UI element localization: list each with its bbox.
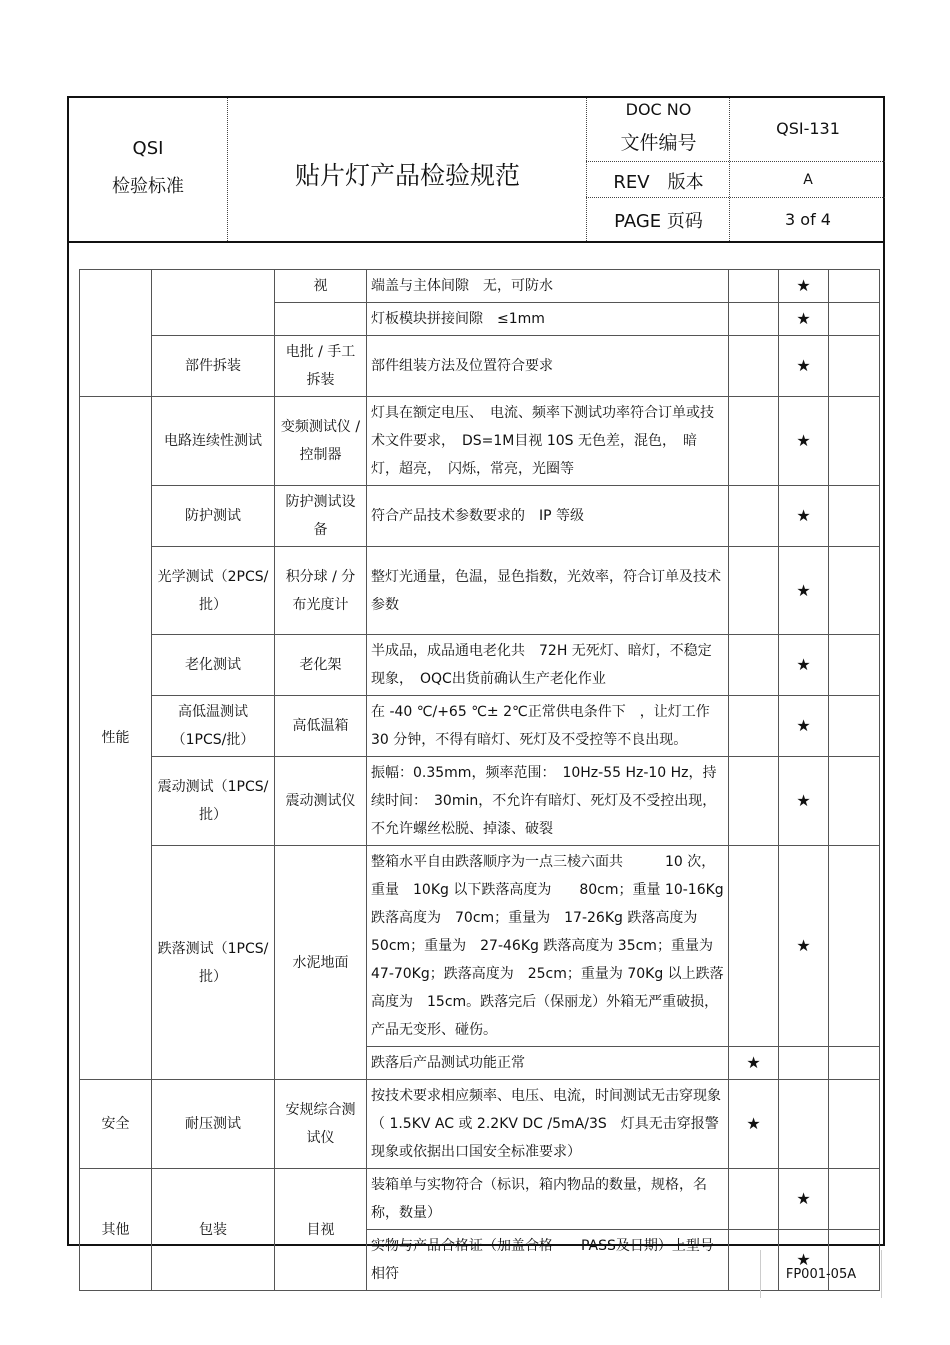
mark-cell: [729, 397, 779, 486]
item-cell: 防护测试: [152, 486, 275, 547]
rev-label: REV 版本: [613, 172, 704, 193]
mark-cell: [829, 1080, 880, 1169]
mark-cell: [729, 635, 779, 696]
mark-cell: [829, 336, 880, 397]
mark-cell: [779, 1047, 829, 1080]
mark-cell: [829, 397, 880, 486]
mark-cell: [729, 757, 779, 846]
org-label: 检验标准: [112, 176, 184, 197]
form-number: FP001-05A: [760, 1250, 882, 1298]
table-row: [80, 757, 880, 846]
tool-cell: 视: [275, 270, 367, 303]
table-row: [80, 1169, 880, 1230]
star-mark: ★: [779, 397, 829, 486]
item-cell: 电路连续性测试: [152, 397, 275, 486]
table-row: [80, 1080, 880, 1169]
mark-cell: [829, 1169, 880, 1230]
star-mark: ★: [779, 303, 829, 336]
star-mark: ★: [779, 336, 829, 397]
star-mark: ★: [779, 547, 829, 635]
category-cell: 性能: [80, 397, 152, 1080]
requirement-cell: 半成品，成品通电老化共 72H 无死灯、暗灯，不稳定现象， OQC出货前确认生产老化作业: [367, 635, 729, 696]
requirement-cell: 实物与产品合格证（加盖合格 PASS及日期）上型号相符: [367, 1230, 729, 1291]
tool-cell: 电批 / 手工拆装: [275, 336, 367, 397]
requirement-cell: 符合产品技术参数要求的 IP 等级: [367, 486, 729, 547]
star-mark: ★: [779, 486, 829, 547]
doc-title: 贴片灯产品检验规范: [294, 161, 520, 190]
requirement-cell: 在 -40 ℃/+65 ℃± 2℃正常供电条件下 ，让灯工作 30 分钟，不得有暗灯、死灯及不受控等不良出现。: [367, 696, 729, 757]
requirement-cell: 端盖与主体间隙 无，可防水: [367, 270, 729, 303]
rev-value: A: [803, 172, 813, 188]
table-row: [80, 635, 880, 696]
page-label: PAGE 页码: [614, 211, 703, 232]
table-row: [80, 846, 880, 1047]
mark-cell: [829, 1047, 880, 1080]
tool-cell: 目视: [275, 1169, 367, 1291]
category-cell: 其他: [80, 1169, 152, 1291]
item-cell: [152, 270, 275, 336]
mark-cell: [729, 336, 779, 397]
mark-cell: [829, 696, 880, 757]
star-mark: ★: [729, 1080, 779, 1169]
item-cell: 耐压测试: [152, 1080, 275, 1169]
item-cell: 包装: [152, 1169, 275, 1291]
tool-cell: 高低温箱: [275, 696, 367, 757]
tool-cell: 老化架: [275, 635, 367, 696]
mark-cell: [729, 547, 779, 635]
mark-cell: [729, 846, 779, 1047]
star-mark: ★: [779, 635, 829, 696]
header-divider-line: [586, 98, 587, 241]
header-divider: [67, 241, 885, 243]
mark-cell: [829, 486, 880, 547]
org-code: QSI: [132, 138, 164, 159]
mark-cell: [729, 303, 779, 336]
doc-no-label-cn: 文件编号: [620, 132, 697, 154]
requirement-cell: 跌落后产品测试功能正常: [367, 1047, 729, 1080]
requirement-cell: 振幅：0.35mm，频率范围： 10Hz-55 Hz-10 Hz，持续时间： 30min，不允许有暗灯、死灯及不受控出现，不允许螺丝松脱、掉漆、破裂: [367, 757, 729, 846]
item-cell: 震动测试（1PCS/批）: [152, 757, 275, 846]
star-mark: ★: [779, 1169, 829, 1230]
star-mark: ★: [729, 1047, 779, 1080]
table-row: [80, 696, 880, 757]
category-cell: 安全: [80, 1080, 152, 1169]
mark-cell: [829, 547, 880, 635]
doc-no-label-en: DOC NO: [625, 100, 692, 119]
header-divider-line: [586, 197, 885, 198]
header-divider-line: [586, 161, 885, 162]
page-value: 3 of 4: [785, 210, 831, 229]
table-row: [80, 336, 880, 397]
table-row: [80, 486, 880, 547]
category-cell: [80, 270, 152, 397]
table-row: [80, 397, 880, 486]
table-row: [80, 270, 880, 303]
doc-no-value: QSI-131: [776, 119, 840, 138]
tool-cell: 震动测试仪: [275, 757, 367, 846]
item-cell: 部件拆装: [152, 336, 275, 397]
mark-cell: [829, 846, 880, 1047]
mark-cell: [729, 486, 779, 547]
tool-cell: 积分球 / 分布光度计: [275, 547, 367, 635]
inspection-table: [79, 269, 880, 1291]
tool-cell: 安规综合测试仪: [275, 1080, 367, 1169]
tool-cell: 水泥地面: [275, 846, 367, 1080]
star-mark: ★: [779, 846, 829, 1047]
star-mark: ★: [779, 270, 829, 303]
tool-cell: 防护测试设备: [275, 486, 367, 547]
star-mark: ★: [779, 757, 829, 846]
table-row: [80, 547, 880, 635]
mark-cell: [829, 303, 880, 336]
requirement-cell: 按技术要求相应频率、电压、电流，时间测试无击穿现象（ 1.5KV AC 或 2.2KV DC /5mA/3S 灯具无击穿报警现象或依据出口国安全标准要求）: [367, 1080, 729, 1169]
requirement-cell: 部件组装方法及位置符合要求: [367, 336, 729, 397]
item-cell: 老化测试: [152, 635, 275, 696]
mark-cell: [779, 1080, 829, 1169]
mark-cell: [729, 696, 779, 757]
mark-cell: [729, 1169, 779, 1230]
mark-cell: [829, 635, 880, 696]
mark-cell: [829, 757, 880, 846]
requirement-cell: 灯具在额定电压、 电流、频率下测试功率符合订单或技术文件要求， DS=1M目视 10S 无色差，混色， 暗灯，超亮， 闪烁，常亮，光圈等: [367, 397, 729, 486]
requirement-cell: 整灯光通量，色温，显色指数，光效率，符合订单及技术参数: [367, 547, 729, 635]
star-mark: ★: [779, 696, 829, 757]
header-divider-line: [227, 98, 228, 241]
mark-cell: [829, 270, 880, 303]
star-mark: ★: [779, 1230, 829, 1291]
item-cell: 跌落测试（1PCS/批）: [152, 846, 275, 1080]
mark-cell: [729, 270, 779, 303]
requirement-cell: 整箱水平自由跌落顺序为一点三棱六面共 10 次，重量 10Kg 以下跌落高度为 80cm；重量 10-16Kg 跌落高度为 70cm；重量为 17-26Kg 跌落高度为 50cm；重量为 27-46Kg 跌落高度为 35cm；重量为 47-70Kg；跌落高度为 25cm；重量为 70Kg 以上跌落高度为 15cm。跌落完后（保丽龙）外箱无严重破损，产品无变形、碰伤。: [367, 846, 729, 1047]
requirement-cell: 灯板模块拼接间隙 ≤1mm: [367, 303, 729, 336]
header-divider-line: [729, 98, 730, 241]
tool-cell: [275, 303, 367, 336]
item-cell: 高低温测试（1PCS/批）: [152, 696, 275, 757]
tool-cell: 变频测试仪 / 控制器: [275, 397, 367, 486]
requirement-cell: 装箱单与实物符合（标识，箱内物品的数量，规格，名称，数量）: [367, 1169, 729, 1230]
item-cell: 光学测试（2PCS/批）: [152, 547, 275, 635]
